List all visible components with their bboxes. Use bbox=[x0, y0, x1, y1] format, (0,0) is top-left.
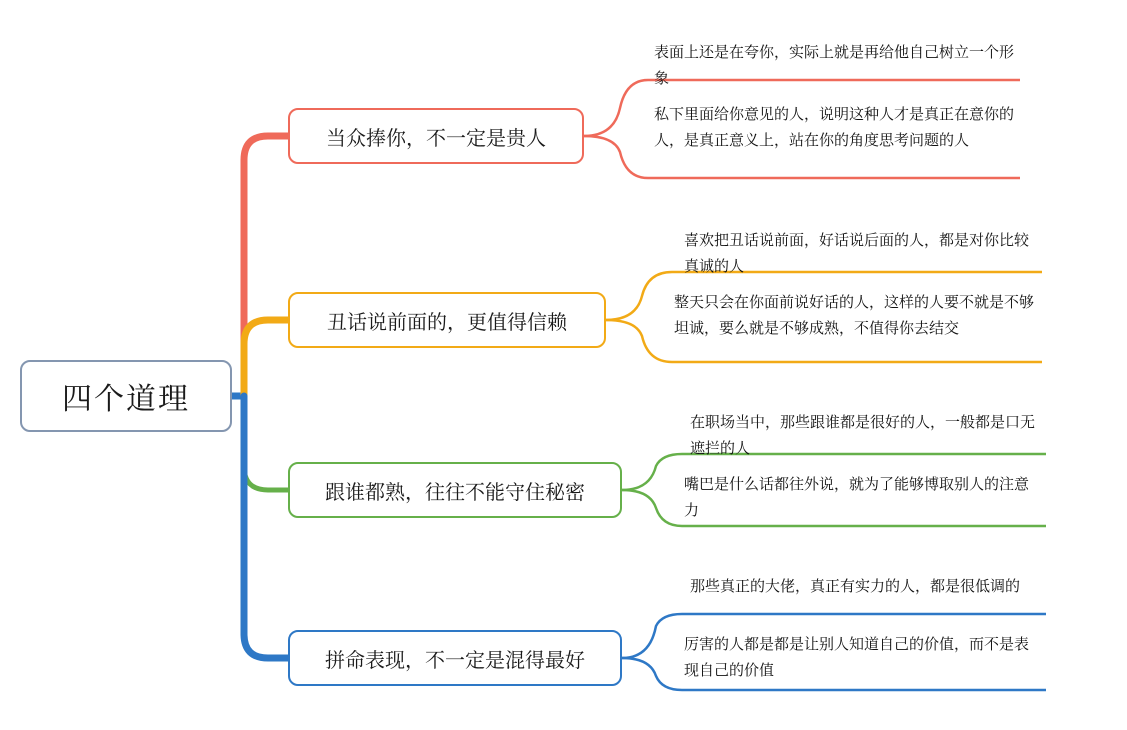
leaf-node-2-1[interactable]: 喜欢把丑话说前面，好话说后面的人，都是对你比较真诚的人 bbox=[684, 232, 1030, 275]
edge-root-branch-3 bbox=[244, 396, 288, 490]
branch-node-3[interactable]: 跟谁都熟，往往不能守住秘密 bbox=[288, 462, 622, 518]
branch-node-4[interactable]: 拼命表现，不一定是混得最好 bbox=[288, 630, 622, 686]
leaf-node-4-1[interactable]: 那些真正的大佬，真正有实力的人，都是很低调的 bbox=[690, 578, 1021, 595]
leaf-node-2-2[interactable]: 整天只会在你面前说好话的人，这样的人要不就是不够坦诚，要么就是不够成熟，不值得你去结交 bbox=[674, 294, 1035, 337]
leaf-node-1-1[interactable]: 表面上还是在夸你，实际上就是再给他自己树立一个形象 bbox=[654, 44, 1015, 87]
edge-root-branch-1 bbox=[244, 136, 288, 396]
leaf-node-3-2[interactable]: 嘴巴是什么话都往外说，就为了能够博取别人的注意力 bbox=[684, 476, 1030, 519]
leaf-node-1-2[interactable]: 私下里面给你意见的人，说明这种人才是真正在意你的人，是真正意义上，站在你的角度思考问题的人 bbox=[654, 106, 1015, 149]
edge-root-branch-4 bbox=[244, 396, 288, 658]
edge-root-branch-2 bbox=[244, 320, 288, 396]
branch-node-1[interactable]: 当众捧你，不一定是贵人 bbox=[288, 108, 584, 164]
root-node[interactable]: 四个道理 bbox=[20, 360, 232, 432]
leaf-node-3-1[interactable]: 在职场当中，那些跟谁都是很好的人，一般都是口无遮拦的人 bbox=[690, 414, 1036, 457]
branch-node-2[interactable]: 丑话说前面的，更值得信赖 bbox=[288, 292, 606, 348]
leaf-node-4-2[interactable]: 厉害的人都是都是让别人知道自己的价值，而不是表现自己的价值 bbox=[684, 636, 1030, 679]
